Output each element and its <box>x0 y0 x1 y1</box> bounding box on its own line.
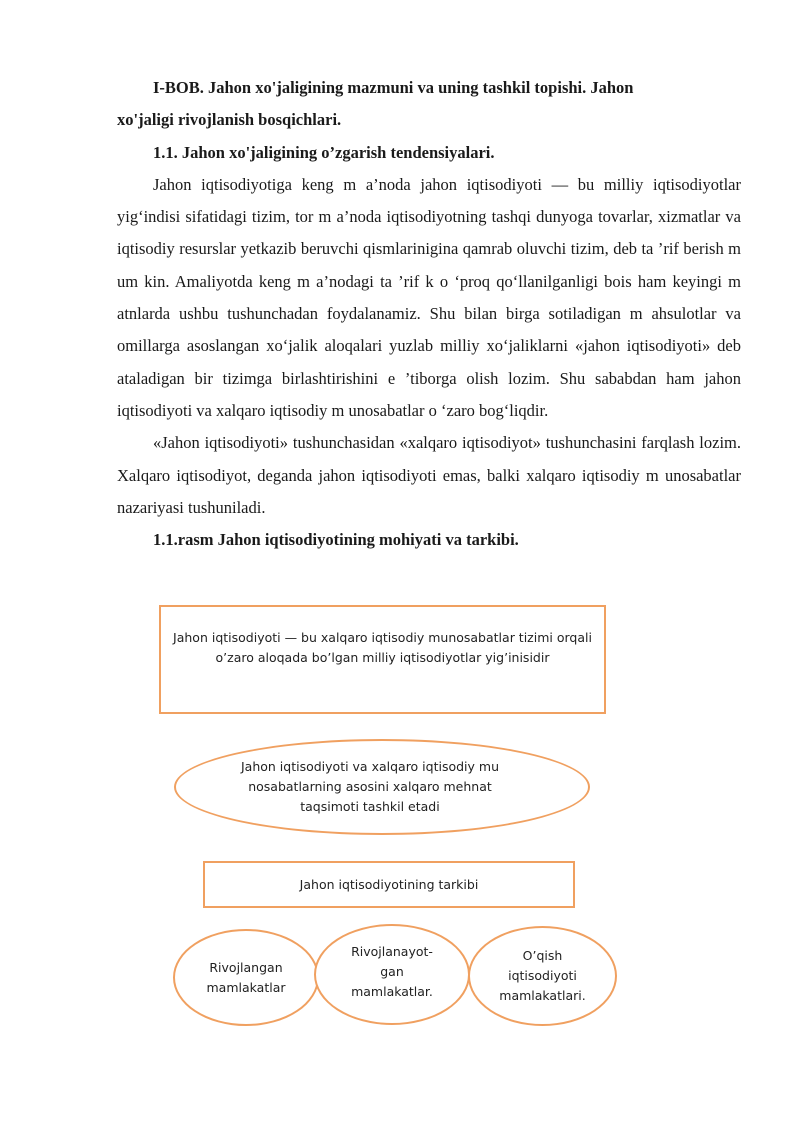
item-2-line3: mamlakatlar. <box>351 983 433 999</box>
definition-box <box>159 605 606 714</box>
item-3-line1: O’qish <box>522 948 563 963</box>
item-1-line2: mamlakatlar <box>206 979 286 995</box>
item-3-line2: iqtisodiyoti <box>508 968 577 983</box>
labor-division-line3: taqsimoti tashkil etadi <box>300 799 440 814</box>
labor-division-ellipse <box>174 739 590 835</box>
transition-economies-ellipse <box>468 926 617 1026</box>
paragraph-2: «Jahon iqtisodiyoti» tushunchasidan «xalqaro iqtisodiyot» tushunchasini farqlash lozim. Xalqaro iqtisodiyot, deganda jahon iqtisodiyoti emas, balki xalqaro iqtisodiy m unosabatlar nazariyasi tushuniladi. <box>117 433 741 517</box>
chapter-title-line2: xo'jaligi rivojlanish bosqichlari. <box>117 110 342 130</box>
definition-line2: o’zaro aloqada bo’lgan milliy iqtisodiyotlar yig’inisidir <box>215 649 550 665</box>
developed-countries-ellipse <box>173 929 319 1026</box>
chapter-title-line1: I-BOB. Jahon xo'jaligining mazmuni va uning tashkil topishi. Jahon <box>153 78 634 97</box>
structure-label: Jahon iqtisodiyotining tarkibi <box>299 876 479 892</box>
structure-box <box>203 861 575 908</box>
item-1-line1: Rivojlangan <box>209 959 283 975</box>
figure-caption: 1.1.rasm Jahon iqtisodiyotining mohiyati va tarkibi. <box>153 530 519 550</box>
labor-division-line2: nosabatlarning asosini xalqaro mehnat <box>248 779 492 794</box>
item-2-line2: gan <box>380 963 404 979</box>
labor-division-line1: Jahon iqtisodiyoti va xalqaro iqtisodiy mu <box>240 759 499 774</box>
definition-line1: Jahon iqtisodiyoti — bu xalqaro iqtisodiy munosabatlar tizimi orqali <box>173 629 592 645</box>
item-2-line1: Rivojlanayot- <box>351 943 433 959</box>
section-title: 1.1. Jahon xo'jaligining o’zgarish tendensiyalari. <box>153 142 495 162</box>
developing-countries-ellipse <box>314 924 470 1025</box>
item-3-line3: mamlakatlari. <box>499 988 586 1003</box>
paragraph-1: Jahon iqtisodiyotiga keng m a’noda jahon iqtisodiyoti — bu milliy iqtisodiyotlar yig‘indisi sifatidagi tizim, tor m a’noda iqtisodiyotning tashqi dunyoga tovarlar, xizmatlar va iqtisodiy resurslar yetkazib beruvchi qismlarinigina qamrab oluvchi tizim, deb ta ’rif berish m um kin. Amaliyotda keng m a’nodagi ta ’rif k o ‘proq qo‘llanilganligi bois ham keyingi m atnlarda ushbu tushunchadan foydalanamiz. Shu bilan birga sotiladigan m ahsulotlar va omillarga asoslangan xo‘jalik aloqalari yuzlab milliy xo‘jaliklarni «jahon iqtisodiyoti» deb ataladigan bir tizimga birlashtirishini e ’tiborga olish lozim. Shu sababdan ham jahon iqtisodiyoti va xalqaro iqtisodiy m unosabatlar o ‘zaro bog‘liqdir. <box>117 174 741 420</box>
